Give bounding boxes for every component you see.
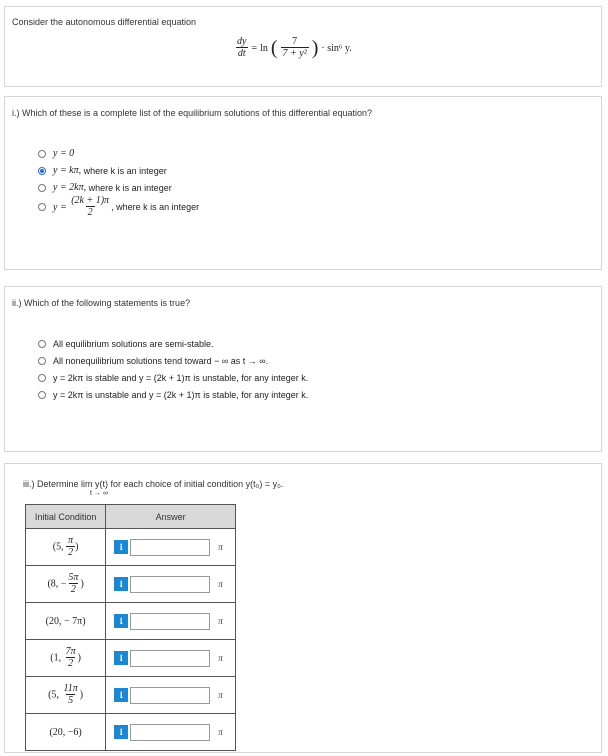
info-icon[interactable]: i xyxy=(114,540,128,554)
condition-cell: (5, $\frac{\pi}{2}$ ) xyxy=(26,529,106,566)
condition-cell: (1, $\frac{7\pi}{2}$ ) xyxy=(26,640,106,677)
question-1-panel xyxy=(4,96,602,270)
radio-button[interactable] xyxy=(38,357,46,365)
differential-equation: $\frac{dy}{dt}$ = ln ( $\frac{7}{\text{7 + y²}}$ ) · sin⁶ y. xyxy=(237,36,352,59)
q2-option-4[interactable]: y = 2kπ is unstable and y = (2k + 1)π is stable, for any integer k. xyxy=(38,390,308,400)
q1-option-1[interactable]: y = 0 xyxy=(38,148,74,159)
answer-input[interactable] xyxy=(130,687,210,704)
info-icon[interactable]: i xyxy=(114,614,128,628)
radio-button[interactable] xyxy=(38,203,46,211)
answer-input[interactable] xyxy=(130,650,210,667)
radio-button[interactable] xyxy=(38,374,46,382)
answer-input[interactable] xyxy=(130,724,210,741)
info-icon[interactable]: i xyxy=(114,725,128,739)
table-row xyxy=(26,677,236,714)
table-row xyxy=(26,566,236,603)
q3-prompt: iii.) Determine lim y(t) for each choice of initial condition y(t₀) = y₀. xyxy=(23,479,284,489)
col-header-condition: Initial Condition xyxy=(26,505,106,529)
q1-option-4[interactable]: y = $\frac{(2k + 1)\pi}{2}$ , where k is an integer xyxy=(38,196,199,218)
q2-prompt: ii.) Which of the following statements is true? xyxy=(12,298,191,308)
question-intro-panel xyxy=(4,6,602,87)
condition-cell: (8, − $\frac{5\pi}{2}$ ) xyxy=(26,566,106,603)
table-row xyxy=(26,640,236,677)
pi-unit-label: π xyxy=(218,690,223,700)
q1-prompt: i.) Which of these is a complete list of the equilibrium solutions of this differential equation? xyxy=(12,108,373,118)
condition-cell: (20, − 7π) xyxy=(26,603,106,640)
col-header-answer: Answer xyxy=(106,505,236,529)
answer-cell xyxy=(106,529,236,566)
table-row xyxy=(26,714,236,751)
dy-dt: $\frac{dy}{dt}$ xyxy=(237,36,247,59)
q2-option-1[interactable]: All equilibrium solutions are semi-stable. xyxy=(38,339,214,349)
answer-cell xyxy=(106,677,236,714)
pi-unit-label: π xyxy=(218,727,223,737)
q1-option-2[interactable]: y = kπ, where k is an integer xyxy=(38,165,167,176)
table-row xyxy=(26,529,236,566)
answer-cell xyxy=(106,640,236,677)
radio-button[interactable] xyxy=(38,150,46,158)
info-icon[interactable]: i xyxy=(114,577,128,591)
answer-input[interactable] xyxy=(130,539,210,556)
initial-condition-table xyxy=(25,504,236,751)
answer-cell xyxy=(106,603,236,640)
answer-input[interactable] xyxy=(130,613,210,630)
q1-option-3[interactable]: y = 2kπ, where k is an integer xyxy=(38,182,172,193)
condition-cell: (20, −6) xyxy=(26,714,106,751)
condition-cell: (5, $\frac{11\pi}{5}$ ) xyxy=(26,677,106,714)
info-icon[interactable]: i xyxy=(114,651,128,665)
pi-unit-label: π xyxy=(218,579,223,589)
pi-unit-label: π xyxy=(218,653,223,663)
ln-argument: $\frac{7}{\text{7 + y²}}$ xyxy=(282,36,307,59)
answer-cell xyxy=(106,714,236,751)
radio-button[interactable] xyxy=(38,340,46,348)
answer-cell xyxy=(106,566,236,603)
radio-button[interactable] xyxy=(38,184,46,192)
q2-option-2[interactable]: All nonequilibrium solutions tend toward − ∞ as t → ∞. xyxy=(38,356,268,366)
info-icon[interactable]: i xyxy=(114,688,128,702)
answer-input[interactable] xyxy=(130,576,210,593)
radio-button[interactable] xyxy=(38,391,46,399)
lim-subscript: t → ∞ xyxy=(90,490,108,497)
question-2-panel xyxy=(4,286,602,452)
pi-unit-label: π xyxy=(218,616,223,626)
pi-unit-label: π xyxy=(218,542,223,552)
radio-button-selected[interactable] xyxy=(38,167,46,175)
table-row xyxy=(26,603,236,640)
q2-option-3[interactable]: y = 2kπ is stable and y = (2k + 1)π is unstable, for any integer k. xyxy=(38,373,308,383)
intro-text: Consider the autonomous differential equation xyxy=(12,17,196,27)
